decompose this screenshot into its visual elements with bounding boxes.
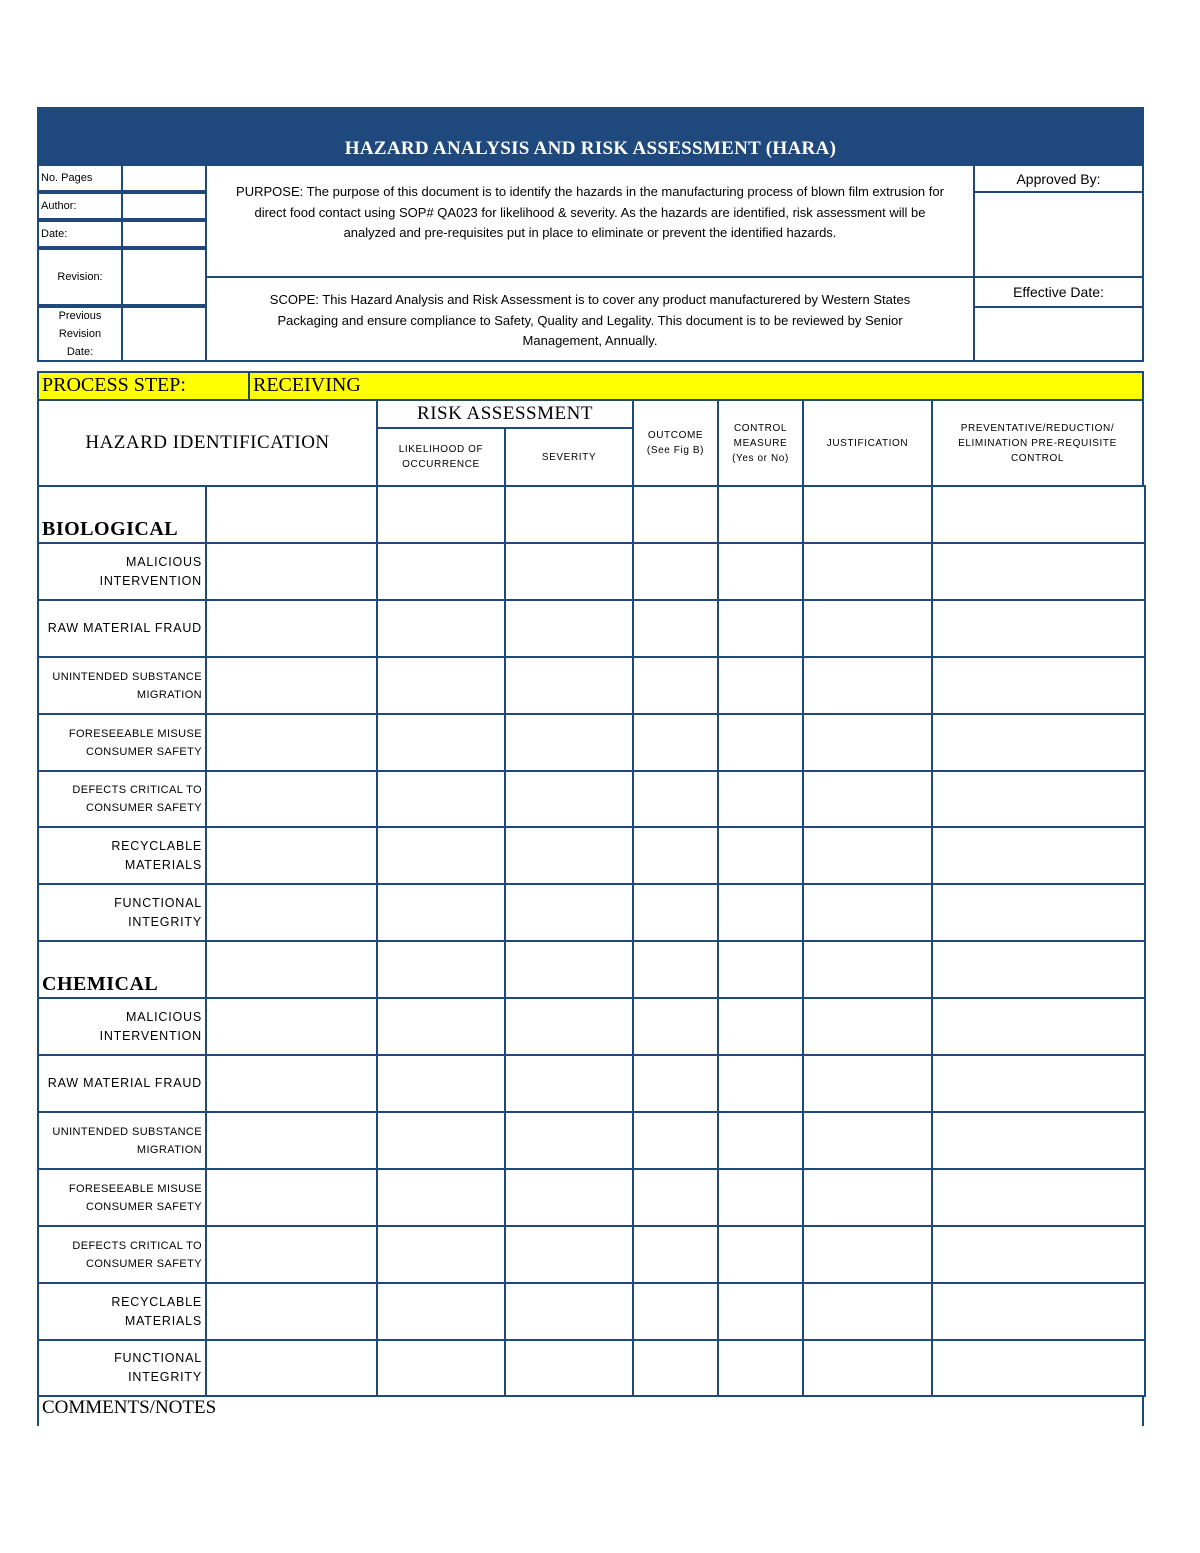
hazard-grid-cell[interactable] <box>205 1339 378 1397</box>
hazard-grid-cell[interactable] <box>931 1225 1146 1284</box>
hazard-row-label: RECYCLABLE MATERIALS <box>37 1282 207 1341</box>
hazard-grid-cell[interactable] <box>205 883 378 942</box>
hazard-grid-cell[interactable] <box>376 1111 506 1170</box>
hazard-row-label: FUNCTIONAL INTEGRITY <box>37 1339 207 1397</box>
hazard-identification-header: HAZARD IDENTIFICATION <box>37 399 378 487</box>
hazard-grid-cell[interactable] <box>931 997 1146 1056</box>
hazard-grid-cell[interactable] <box>376 656 506 715</box>
hazard-grid-cell[interactable] <box>802 713 933 772</box>
hazard-grid-cell[interactable] <box>205 997 378 1056</box>
hazard-grid-cell[interactable] <box>504 542 634 601</box>
hazard-grid-cell[interactable] <box>931 770 1146 828</box>
hazard-row-label: FORESEEABLE MISUSE CONSUMER SAFETY <box>37 1168 207 1227</box>
hazard-grid-cell[interactable] <box>376 542 506 601</box>
hazard-grid-cell[interactable] <box>632 1282 719 1341</box>
hazard-grid-cell[interactable] <box>205 826 378 885</box>
hazard-grid-cell[interactable] <box>717 599 804 658</box>
hazard-grid-cell[interactable] <box>632 485 719 544</box>
hazard-grid-cell[interactable] <box>504 997 634 1056</box>
outcome-header: OUTCOME (See Fig B) <box>632 399 719 487</box>
effective-date-label: Effective Date: <box>973 276 1144 308</box>
hazard-row-label: FORESEEABLE MISUSE CONSUMER SAFETY <box>37 713 207 772</box>
hazard-grid-cell[interactable] <box>717 542 804 601</box>
hazard-grid-cell[interactable] <box>802 1168 933 1227</box>
hazard-grid-cell[interactable] <box>632 1111 719 1170</box>
hazard-grid-cell[interactable] <box>931 1282 1146 1341</box>
hazard-grid-cell[interactable] <box>802 997 933 1056</box>
hazard-grid-cell[interactable] <box>632 599 719 658</box>
hazard-grid-cell[interactable] <box>504 940 634 999</box>
hazard-grid-cell[interactable] <box>376 1339 506 1397</box>
hazard-grid-cell[interactable] <box>376 713 506 772</box>
effective-date-field[interactable] <box>973 306 1144 362</box>
hazard-grid-cell[interactable] <box>802 826 933 885</box>
hazard-grid-cell[interactable] <box>632 713 719 772</box>
hazard-grid-cell[interactable] <box>632 826 719 885</box>
comments-notes-label: COMMENTS/NOTES <box>37 1396 1144 1426</box>
hazard-grid-cell[interactable] <box>931 1111 1146 1170</box>
hazard-grid-cell[interactable] <box>632 1339 719 1397</box>
hazard-grid-cell[interactable] <box>205 940 378 999</box>
hazard-grid-cell[interactable] <box>504 485 634 544</box>
hazard-grid-cell[interactable] <box>205 485 378 544</box>
hazard-row-label: MALICIOUS INTERVENTION <box>37 997 207 1056</box>
no-pages-label: No. Pages <box>37 164 123 192</box>
hazard-grid-cell[interactable] <box>717 940 804 999</box>
hazard-row-label: FUNCTIONAL INTEGRITY <box>37 883 207 942</box>
prerequisite-header: PREVENTATIVE/REDUCTION/ ELIMINATION PRE-REQUISITE CONTROL <box>931 399 1144 487</box>
hazard-grid-cell[interactable] <box>802 770 933 828</box>
previous-revision-date-label: Previous Revision Date: <box>37 306 123 362</box>
hazard-grid-cell[interactable] <box>205 1168 378 1227</box>
hazard-grid-cell[interactable] <box>504 1282 634 1341</box>
hazard-row-label: RAW MATERIAL FRAUD <box>37 599 207 658</box>
revision-label: Revision: <box>37 248 123 306</box>
hazard-grid-cell[interactable] <box>205 656 378 715</box>
likelihood-header: LIKELIHOOD OF OCCURRENCE <box>376 427 506 487</box>
hazard-grid-cell[interactable] <box>376 997 506 1056</box>
author-label: Author: <box>37 192 123 220</box>
hazard-grid-cell[interactable] <box>717 883 804 942</box>
hazard-grid-cell[interactable] <box>802 1054 933 1113</box>
hazard-grid-cell[interactable] <box>802 940 933 999</box>
document-title: HAZARD ANALYSIS AND RISK ASSESSMENT (HARA) <box>37 107 1144 164</box>
hazard-grid-cell[interactable] <box>632 1225 719 1284</box>
hazard-grid-cell[interactable] <box>376 485 506 544</box>
hazard-grid-cell[interactable] <box>931 883 1146 942</box>
hazard-grid-cell[interactable] <box>504 883 634 942</box>
hazard-grid-cell[interactable] <box>632 1168 719 1227</box>
hazard-grid-cell[interactable] <box>717 485 804 544</box>
hazard-grid-cell[interactable] <box>931 542 1146 601</box>
hazard-grid-cell[interactable] <box>205 542 378 601</box>
category-label: BIOLOGICAL <box>37 485 207 544</box>
hazard-grid-cell[interactable] <box>376 599 506 658</box>
hazard-grid-cell[interactable] <box>632 1054 719 1113</box>
revision-field[interactable] <box>121 248 207 306</box>
approved-by-label: Approved By: <box>973 164 1144 193</box>
hazard-grid-cell[interactable] <box>504 1054 634 1113</box>
hazard-row-label: RECYCLABLE MATERIALS <box>37 826 207 885</box>
hazard-grid-cell[interactable] <box>717 997 804 1056</box>
hazard-grid-cell[interactable] <box>376 770 506 828</box>
hazard-grid-cell[interactable] <box>717 1111 804 1170</box>
date-label: Date: <box>37 220 123 248</box>
hazard-grid-cell[interactable] <box>205 1111 378 1170</box>
risk-assessment-header: RISK ASSESSMENT <box>376 399 634 429</box>
hazard-grid-cell[interactable] <box>632 770 719 828</box>
hazard-grid-cell[interactable] <box>632 997 719 1056</box>
hazard-grid-cell[interactable] <box>632 940 719 999</box>
hazard-grid-cell[interactable] <box>931 1339 1146 1397</box>
hazard-grid-cell[interactable] <box>504 1168 634 1227</box>
hazard-grid-cell[interactable] <box>205 599 378 658</box>
hazard-grid-cell[interactable] <box>376 940 506 999</box>
hazard-grid-cell[interactable] <box>632 883 719 942</box>
hazard-grid-cell[interactable] <box>802 1282 933 1341</box>
hazard-grid-cell[interactable] <box>205 1225 378 1284</box>
hazard-grid-cell[interactable] <box>205 1054 378 1113</box>
hazard-grid-cell[interactable] <box>931 656 1146 715</box>
hazard-grid-cell[interactable] <box>376 1168 506 1227</box>
hazard-grid-cell[interactable] <box>931 1168 1146 1227</box>
severity-header: SEVERITY <box>504 427 634 487</box>
hazard-grid-cell[interactable] <box>931 940 1146 999</box>
date-field[interactable] <box>121 220 207 248</box>
hazard-grid-cell[interactable] <box>504 1111 634 1170</box>
approved-by-field[interactable] <box>973 191 1144 278</box>
hazard-row-label: RAW MATERIAL FRAUD <box>37 1054 207 1113</box>
hazard-grid-cell[interactable] <box>717 1168 804 1227</box>
hazard-grid-cell[interactable] <box>717 1054 804 1113</box>
hazard-grid-cell[interactable] <box>376 1225 506 1284</box>
process-step-label: PROCESS STEP: <box>37 371 250 401</box>
hazard-grid-cell[interactable] <box>717 713 804 772</box>
hazard-grid-cell[interactable] <box>717 1282 804 1341</box>
hazard-grid-cell[interactable] <box>802 599 933 658</box>
purpose-text: PURPOSE: The purpose of this document is to identify the hazards in the manufacturing process of blown film extrusion for direct food contact using SOP# QA023 for likelihood & severity. As the hazards are identified, risk assessment will be analyzed and pre-requisites put in place to eliminate or prevent the identified hazards. <box>205 164 975 278</box>
hazard-grid-cell[interactable] <box>717 656 804 715</box>
hazard-grid-cell[interactable] <box>717 770 804 828</box>
category-label: CHEMICAL <box>37 940 207 999</box>
hazard-row-label: DEFECTS CRITICAL TO CONSUMER SAFETY <box>37 770 207 828</box>
hazard-grid-cell[interactable] <box>802 883 933 942</box>
hazard-grid-cell[interactable] <box>376 1282 506 1341</box>
hazard-grid-cell[interactable] <box>931 1054 1146 1113</box>
hazard-grid-cell[interactable] <box>717 1339 804 1397</box>
hazard-grid-cell[interactable] <box>931 713 1146 772</box>
hazard-grid-cell[interactable] <box>504 656 634 715</box>
hazard-grid-cell[interactable] <box>504 770 634 828</box>
hazard-grid-cell[interactable] <box>717 1225 804 1284</box>
hazard-grid-cell[interactable] <box>504 1225 634 1284</box>
hazard-grid-cell[interactable] <box>632 542 719 601</box>
hazard-grid-cell[interactable] <box>931 826 1146 885</box>
hazard-grid-cell[interactable] <box>802 485 933 544</box>
hazard-grid-cell[interactable] <box>376 883 506 942</box>
previous-revision-date-field[interactable] <box>121 306 207 362</box>
justification-header: JUSTIFICATION <box>802 399 933 487</box>
hazard-row-label: UNINTENDED SUBSTANCE MIGRATION <box>37 1111 207 1170</box>
hazard-grid-cell[interactable] <box>205 770 378 828</box>
hazard-row-label: UNINTENDED SUBSTANCE MIGRATION <box>37 656 207 715</box>
hazard-grid-cell[interactable] <box>802 1339 933 1397</box>
hazard-grid-cell[interactable] <box>802 656 933 715</box>
hazard-grid-cell[interactable] <box>504 599 634 658</box>
hazard-grid-cell[interactable] <box>504 713 634 772</box>
no-pages-field[interactable] <box>121 164 207 192</box>
hazard-row-label: DEFECTS CRITICAL TO CONSUMER SAFETY <box>37 1225 207 1284</box>
hazard-grid-cell[interactable] <box>931 485 1146 544</box>
hazard-grid-cell[interactable] <box>931 599 1146 658</box>
hazard-grid-cell[interactable] <box>802 1111 933 1170</box>
author-field[interactable] <box>121 192 207 220</box>
hazard-grid-cell[interactable] <box>504 826 634 885</box>
control-measure-header: CONTROL MEASURE (Yes or No) <box>717 399 804 487</box>
hazard-grid-cell[interactable] <box>717 826 804 885</box>
scope-text: SCOPE: This Hazard Analysis and Risk Assessment is to cover any product manufacturered by Western States Packaging and ensure compliance to Safety, Quality and Legality. This document is to be reviewed by Senior Management, Annually. <box>205 276 975 362</box>
hazard-grid-cell[interactable] <box>376 826 506 885</box>
hazard-grid-cell[interactable] <box>205 713 378 772</box>
hazard-row-label: MALICIOUS INTERVENTION <box>37 542 207 601</box>
process-step-value[interactable]: RECEIVING <box>248 371 1144 401</box>
hazard-grid-cell[interactable] <box>205 1282 378 1341</box>
hazard-grid-cell[interactable] <box>632 656 719 715</box>
hazard-grid-cell[interactable] <box>376 1054 506 1113</box>
hazard-grid-cell[interactable] <box>504 1339 634 1397</box>
hazard-grid-cell[interactable] <box>802 1225 933 1284</box>
hazard-grid-cell[interactable] <box>802 542 933 601</box>
